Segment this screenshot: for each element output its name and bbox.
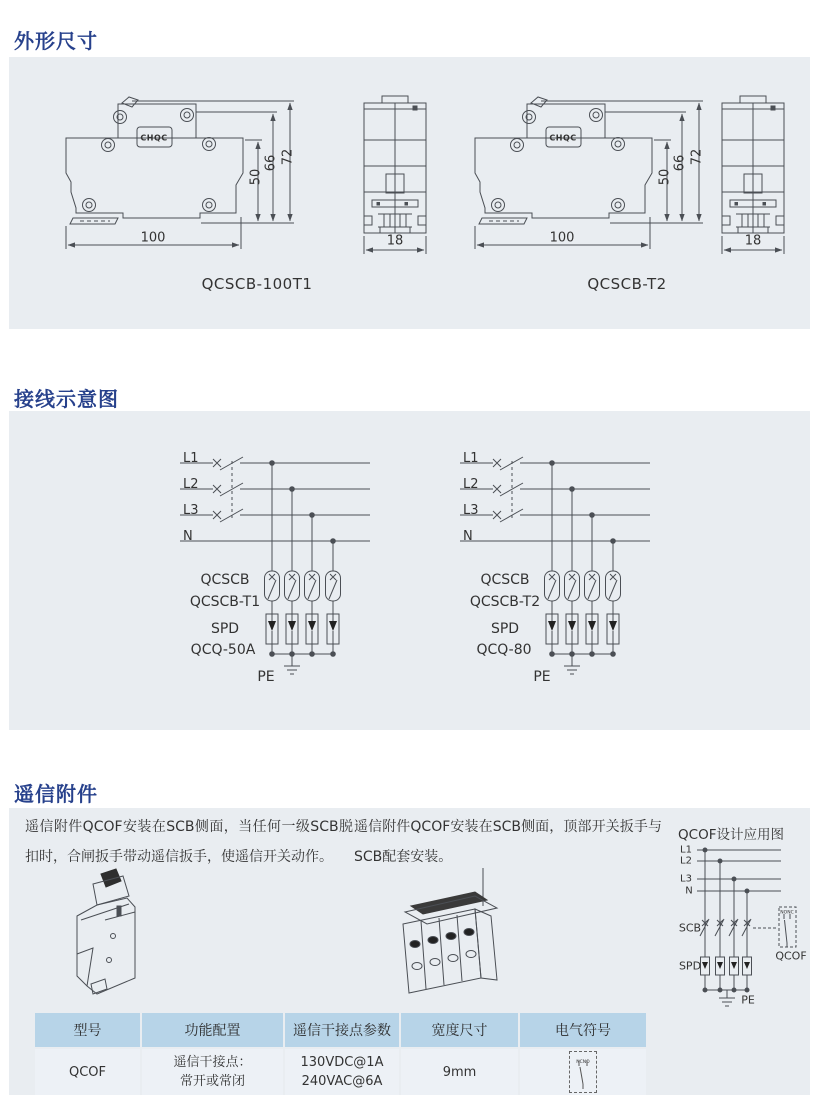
phase-label-l1: L1 [183,451,199,466]
phase-label-l2: L2 [463,477,479,492]
spec-table [35,1013,646,1095]
electrical-symbol [569,1051,597,1093]
dim-height-50: 50 [657,168,673,186]
outline-section-title: 外形尺寸 [14,28,98,53]
phase-label-l3: L3 [183,503,199,518]
width-value: 9mm [442,1064,477,1080]
spd-name: SPD [490,621,520,637]
neutral-label: N [183,529,193,544]
phase-label-l3: L3 [680,873,692,885]
outline-dimension-drawing [9,57,810,329]
function-line-2: 常开或常闭 [179,1074,245,1089]
wiring-section-title: 接线示意图 [14,386,119,411]
phase-label-l1: L1 [680,844,692,856]
pe-label: PE [533,669,551,685]
spd-model: QCQ-50A [190,642,256,658]
col-header-function: 功能配置 [142,1013,283,1047]
breaker-model: QCSCB-T1 [189,594,261,610]
breaker-name: QCSCB [200,572,250,588]
model-caption-qcscb-100t1: QCSCB-100T1 [201,275,313,293]
spd-name: SPD [210,621,240,637]
phase-label-l1: L1 [463,451,479,466]
qcscb-100t1-side-view [364,96,426,254]
dim-height-72: 72 [280,148,296,166]
dim-height-72: 72 [689,148,705,166]
dim-height-66: 66 [672,154,688,172]
function-line-1: 遥信干接点： [173,1055,252,1070]
dim-width-100: 100 [140,230,166,246]
qcscb-t2-side-view [722,96,784,254]
dim-height-50: 50 [248,168,264,186]
contact-type-label: NCNO [576,1060,590,1065]
brand-label: CHQC [140,133,168,143]
pe-label: PE [741,993,755,1007]
wiring-diagram-drawing [9,411,810,730]
contact-type-label: NONC [780,910,794,916]
qcof-label: QCOF [775,949,807,963]
spd-label: SPD [678,959,702,973]
wiring-panel [9,411,810,730]
phase-label-l2: L2 [680,855,692,867]
cell-symbol [520,1049,646,1095]
col-header-contact-params: 遥信干接点参数 [285,1013,399,1047]
cell-model [35,1049,140,1095]
neutral-label: N [463,529,473,544]
spd-model: QCQ-80 [476,642,532,658]
model-caption-qcscb-t2: QCSCB-T2 [587,275,667,293]
cell-function [142,1049,283,1095]
dim-depth-18: 18 [386,233,404,249]
accessory-description-1: 遥信附件QCOF安装在SCB侧面，当任何一级SCB脱扣时，合闸扳手带动遥信扳手，使遥信开关动作。 [25,819,353,865]
param-line-2: 240VAC@6A [301,1074,383,1089]
accessory-section-title: 遥信附件 [14,781,98,806]
pe-label: PE [257,669,275,685]
cell-width [401,1049,518,1095]
changeover-contact-glyph [570,1058,596,1090]
col-header-width: 宽度尺寸 [401,1013,518,1047]
phase-label-l2: L2 [183,477,199,492]
dim-width-100: 100 [549,230,575,246]
scb-label: SCB [678,921,702,935]
model-value: QCOF [68,1064,107,1080]
dim-depth-18: 18 [744,233,762,249]
qcof-application-diagram [697,848,796,1006]
outline-panel [9,57,810,329]
col-header-model: 型号 [35,1013,140,1047]
param-line-1: 130VDC@1A [300,1055,384,1070]
brand-label: CHQC [549,133,577,143]
accessory-description-2: 遥信附件QCOF安装在SCB侧面，顶部开关扳手与SCB配套安装。 [354,819,662,865]
neutral-label: N [685,885,693,897]
col-header-symbol: 电气符号 [520,1013,646,1047]
phase-label-l3: L3 [463,503,479,518]
app-diagram-title: QCOF设计应用图 [678,827,784,843]
dim-height-66: 66 [263,154,279,172]
qcof-product-drawing [77,869,135,994]
cell-contact-params [285,1049,399,1095]
breaker-model: QCSCB-T2 [469,594,541,610]
multipole-breaker-product-drawing [403,868,497,993]
breaker-name: QCSCB [480,572,530,588]
